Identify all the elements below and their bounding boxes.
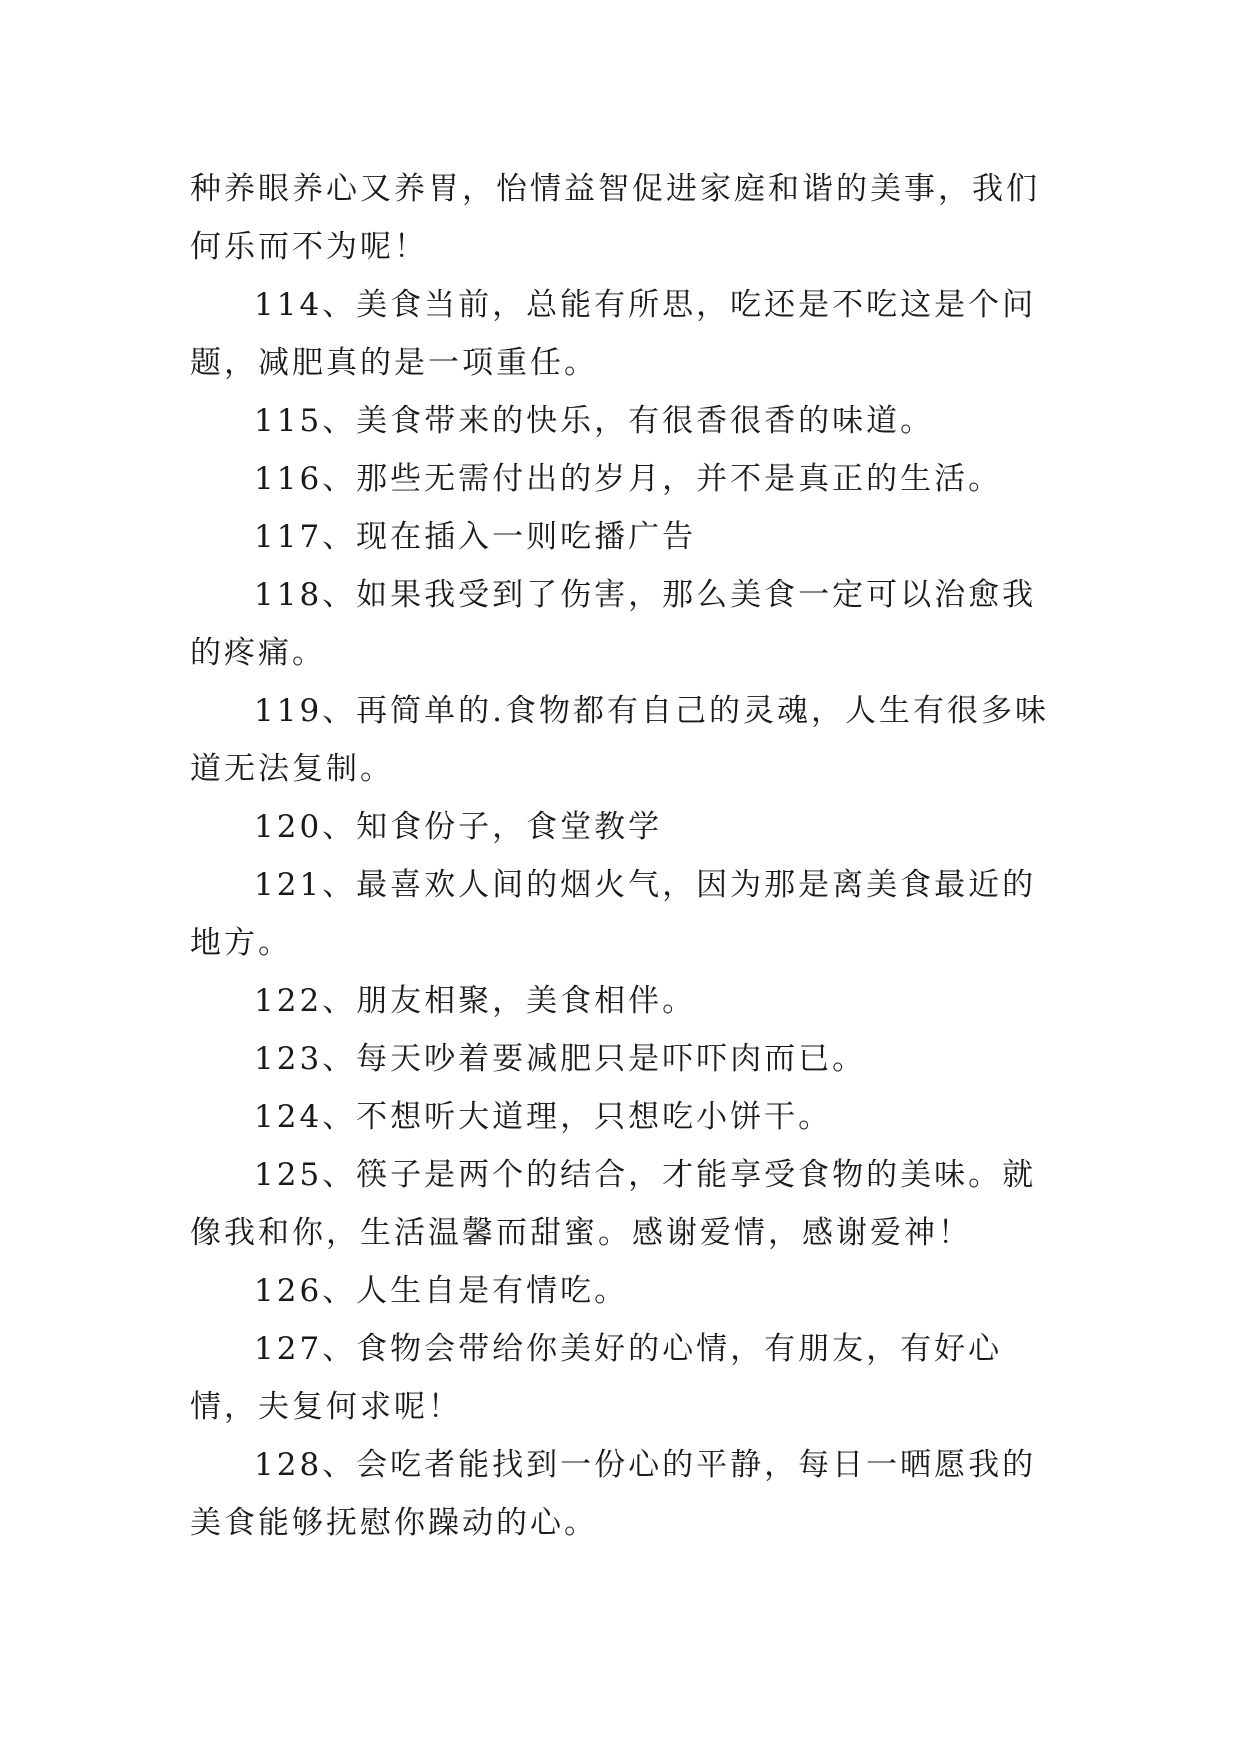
list-item-118: 118、如果我受到了伤害，那么美食一定可以治愈我的疼痛。 xyxy=(190,577,1037,671)
list-item-125: 125、筷子是两个的结合，才能享受食物的美味。就像我和你，生活温馨而甜蜜。感谢爱情，感谢爱神！ xyxy=(190,1157,1037,1251)
list-item-121: 121、最喜欢人间的烟火气，因为那是离美食最近的地方。 xyxy=(190,867,1037,961)
list-item-119: 119、再简单的.食物都有自己的灵魂，人生有很多味道无法复制。 xyxy=(190,693,1050,787)
document-body xyxy=(190,160,1070,1552)
list-item-120: 120、知食份子，食堂教学 xyxy=(254,809,663,845)
list-item-126: 126、人生自是有情吃。 xyxy=(254,1273,629,1309)
list-item-123: 123、每天吵着要减肥只是吓吓肉而已。 xyxy=(254,1041,867,1077)
list-item-116: 116、那些无需付出的岁月，并不是真正的生活。 xyxy=(254,461,1003,497)
list-item-114: 114、美食当前，总能有所思，吃还是不吃这是个问题，减肥真的是一项重任。 xyxy=(190,287,1037,381)
list-item-122: 122、朋友相聚，美食相伴。 xyxy=(254,983,697,1019)
list-item-127: 127、食物会带给你美好的心情，有朋友，有好心情，夫复何求呢！ xyxy=(190,1331,1003,1425)
list-item-128: 128、会吃者能找到一份心的平静，每日一晒愿我的美食能够抚慰你躁动的心。 xyxy=(190,1447,1037,1541)
paragraph-continuation: 种养眼养心又养胃，怡情益智促进家庭和谐的美事，我们何乐而不为呢！ xyxy=(190,171,1040,265)
list-item-117: 117、现在插入一则吃播广告 xyxy=(254,519,697,555)
list-item-124: 124、不想听大道理，只想吃小饼干。 xyxy=(254,1099,833,1135)
list-item-115: 115、美食带来的快乐，有很香很香的味道。 xyxy=(254,403,935,439)
